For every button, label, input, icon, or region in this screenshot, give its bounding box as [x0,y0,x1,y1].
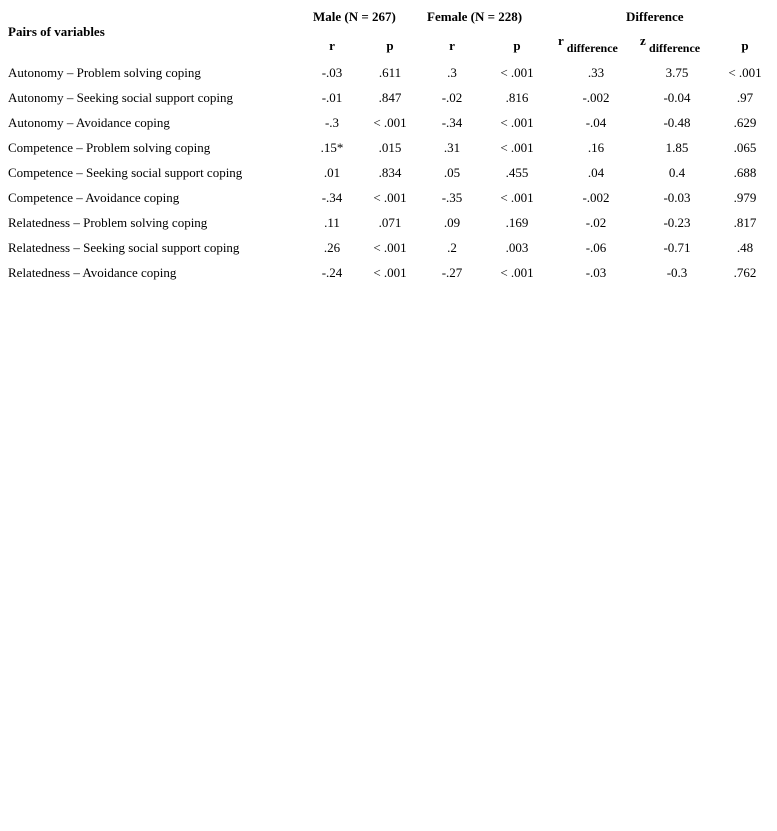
cell-r-difference: .04 [587,165,605,180]
cell-female-p: < .001 [500,265,534,280]
cell-female-p: < .001 [500,115,534,130]
r-subscript: difference [566,41,618,55]
table-row [0,165,777,185]
header-pairs: Pairs of variables [8,24,105,39]
table-row [0,140,777,160]
cell-male-p: < .001 [373,190,407,205]
cell-female-p: .003 [505,240,529,255]
z-subscript: difference [649,41,701,55]
cell-difference-p: .817 [733,215,757,230]
cell-female-p: .169 [505,215,529,230]
cell-female-p: .455 [505,165,529,180]
cell-z-difference: -0.48 [663,115,691,130]
cell-r-difference: -.002 [582,90,610,105]
cell-female-p: < .001 [500,140,534,155]
cell-male-p: < .001 [373,115,407,130]
cell-z-difference: -0.03 [663,190,691,205]
cell-z-difference: -0.04 [663,90,691,105]
table-row [0,90,777,110]
cell-female-r: .05 [443,165,461,180]
cell-male-p: < .001 [373,240,407,255]
cell-male-r: -.03 [321,65,343,80]
header-difference: Difference [626,9,684,24]
cell-r-difference: -.03 [585,265,607,280]
cell-label: Relatedness – Problem solving coping [8,215,208,230]
header-r-difference [558,33,618,55]
cell-female-p: < .001 [500,190,534,205]
cell-difference-p: .979 [733,190,757,205]
cell-female-r: -.02 [441,90,463,105]
cell-label: Relatedness – Avoidance coping [8,265,177,280]
header-female-r: r [449,38,455,53]
cell-label: Autonomy – Problem solving coping [8,65,201,80]
cell-label: Autonomy – Seeking social support coping [8,90,233,105]
cell-z-difference: -0.23 [663,215,691,230]
cell-z-difference: -0.71 [663,240,691,255]
cell-z-difference: 0.4 [668,165,686,180]
cell-r-difference: -.02 [585,215,607,230]
cell-z-difference: 1.85 [665,140,689,155]
cell-male-r: .11 [324,215,340,230]
cell-male-p: .611 [378,65,402,80]
header-female: Female (N = 228) [427,9,523,24]
cell-label: Competence – Avoidance coping [8,190,180,205]
cell-female-r: .09 [443,215,461,230]
cell-male-p: .834 [378,165,402,180]
cell-label: Competence – Seeking social support coping [8,165,243,180]
header-male-p: p [386,38,394,53]
table-row [0,65,777,85]
cell-male-p: < .001 [373,265,407,280]
cell-label: Competence – Problem solving coping [8,140,211,155]
cell-male-r: -.34 [321,190,343,205]
cell-r-difference: -.06 [585,240,607,255]
cell-female-r: -.34 [441,115,463,130]
cell-z-difference: -0.3 [666,265,688,280]
cell-female-p: .816 [505,90,529,105]
header-z-difference [640,33,701,55]
header-male: Male (N = 267) [313,9,396,24]
cell-difference-p: .629 [733,115,757,130]
r-symbol: r [558,33,564,48]
cell-female-r: -.27 [441,265,463,280]
cell-label: Relatedness – Seeking social support coping [8,240,240,255]
header-female-p: p [513,38,521,53]
cell-r-difference: -.04 [585,115,607,130]
cell-female-p: < .001 [500,65,534,80]
cell-r-difference: .33 [587,65,605,80]
cell-difference-p: < .001 [728,65,762,80]
cell-difference-p: .97 [736,90,754,105]
cell-male-r: .01 [323,165,341,180]
cell-label: Autonomy – Avoidance coping [8,115,170,130]
cell-male-r: -.24 [321,265,343,280]
cell-female-r: .3 [447,65,457,80]
cell-difference-p: .48 [736,240,754,255]
table-row [0,115,777,135]
cell-male-p: .015 [378,140,402,155]
header-male-r: r [329,38,335,53]
cell-male-r: -.3 [324,115,340,130]
table-row [0,240,777,260]
cell-male-p: .071 [378,215,402,230]
cell-r-difference: .16 [587,140,605,155]
cell-male-p: .847 [378,90,402,105]
table-row [0,190,777,210]
cell-female-r: -.35 [441,190,463,205]
cell-female-r: .2 [447,240,457,255]
cell-difference-p: .065 [733,140,757,155]
table-row [0,265,777,285]
cell-r-difference: -.002 [582,190,610,205]
cell-male-r: .26 [323,240,341,255]
z-symbol: z [640,33,646,48]
cell-male-r: .15* [320,140,344,155]
table-row [0,215,777,235]
cell-difference-p: .688 [733,165,757,180]
cell-difference-p: .762 [733,265,757,280]
cell-male-r: -.01 [321,90,343,105]
header-diff-p: p [741,38,749,53]
cell-z-difference: 3.75 [665,65,689,80]
cell-female-r: .31 [443,140,461,155]
